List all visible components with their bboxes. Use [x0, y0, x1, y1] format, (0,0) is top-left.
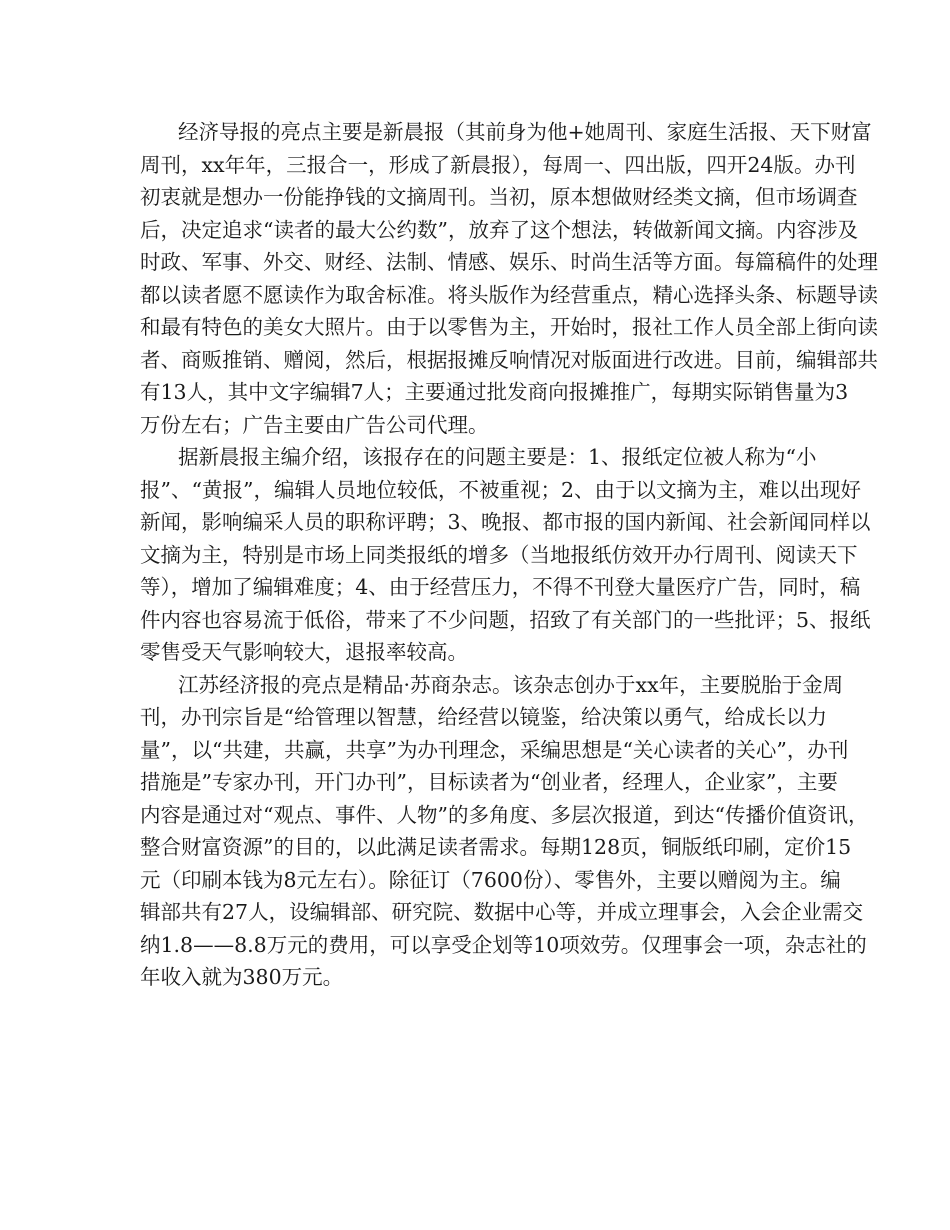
- paragraph-1: [140, 116, 878, 441]
- paragraph-2: [140, 441, 871, 669]
- text-line: 件内容也容易流于低俗，带来了不少问题，招致了有关部门的一些批评；5、报纸: [140, 607, 871, 632]
- text-line: 时政、军事、外交、财经、法制、情感、娱乐、时尚生活等方面。每篇稿件的处理: [140, 250, 878, 274]
- text-line: 经济导报的亮点主要是新晨报（其前身为他+她周刊、家庭生活报、天下财富: [178, 120, 872, 144]
- text-line: 零售受天气影响较大，退报率较高。: [140, 640, 468, 664]
- document-body: [140, 116, 878, 994]
- text-line: 者、商贩推销、赠阅，然后，根据报摊反响情况对版面进行改进。目前，编辑部共: [140, 347, 878, 372]
- text-line: 措施是”专家办刊，开门办刊”，目标读者为“创业者，经理人，企业家”，主要: [140, 770, 838, 794]
- text-line: 周刊，xx年年，三报合一，形成了新晨报），每周一、四出版，四开24版。办刊: [140, 152, 856, 177]
- paragraph-3: [140, 669, 869, 994]
- text-line: 等），增加了编辑难度；4、由于经营压力，不得不刊登大量医疗广告，同时，稿: [140, 575, 861, 599]
- text-line: 和最有特色的美女大照片。由于以零售为主，开始时，报社工作人员全部上街向读: [140, 315, 878, 339]
- text-line: 元（印刷本钱为8元左右）。除征订（7600份）、零售外，主要以赠阅为主。编: [140, 867, 841, 892]
- text-line: 文摘为主，特别是市场上同类报纸的增多（当地报纸仿效开办行周刊、阅读天下: [140, 542, 858, 567]
- text-line: 整合财富资源”的目的，以此满足读者需求。每期128页，铜版纸印刷，定价15: [140, 835, 852, 859]
- text-line: 辑部共有27人，设编辑部、研究院、数据中心等，并成立理事会，入会企业需交: [140, 900, 864, 924]
- text-line: 有13人，其中文字编辑7人；主要通过批发商向报摊推广，每期实际销售量为3: [140, 380, 849, 404]
- text-line: 报”、“黄报”，编辑人员地位较低，不被重视；2、由于以文摘为主，难以出现好: [140, 477, 861, 502]
- text-line: 江苏经济报的亮点是精品·苏商杂志。该杂志创办于xx年，主要脱胎于金周: [178, 672, 844, 697]
- text-line: 量”，以“共建，共赢，共享”为办刊理念，采编思想是“关心读者的关心”，办刊: [140, 737, 849, 762]
- text-line: 新闻，影响编采人员的职称评聘；3、晚报、都市报的国内新闻、社会新闻同样以: [140, 510, 871, 534]
- text-line: 年收入就为380万元。: [140, 965, 344, 989]
- text-line: 初衷就是想办一份能挣钱的文摘周刊。当初，原本想做财经类文摘，但市场调查: [140, 185, 858, 209]
- text-line: 刊，办刊宗旨是“给管理以智慧，给经营以镜鉴，给决策以勇气，给成长以力: [140, 705, 827, 729]
- text-line: 内容是通过对“观点、事件、人物”的多角度、多层次报道，到达“传播价值资讯，: [140, 802, 869, 827]
- text-line: 后，决定追求“读者的最大公约数”，放弃了这个想法，转做新闻文摘。内容涉及: [140, 217, 858, 242]
- text-line: 据新晨报主编介绍，该报存在的问题主要是：1、报纸定位被人称为“小: [178, 445, 817, 469]
- text-line: 纳1.8——8.8万元的费用，可以享受企划等10项效劳。仅理事会一项，杂志社的: [140, 932, 867, 957]
- text-line: 都以读者愿不愿读作为取舍标准。将头版作为经营重点，精心选择头条、标题导读: [140, 282, 878, 307]
- text-line: 万份左右；广告主要由广告公司代理。: [140, 412, 489, 437]
